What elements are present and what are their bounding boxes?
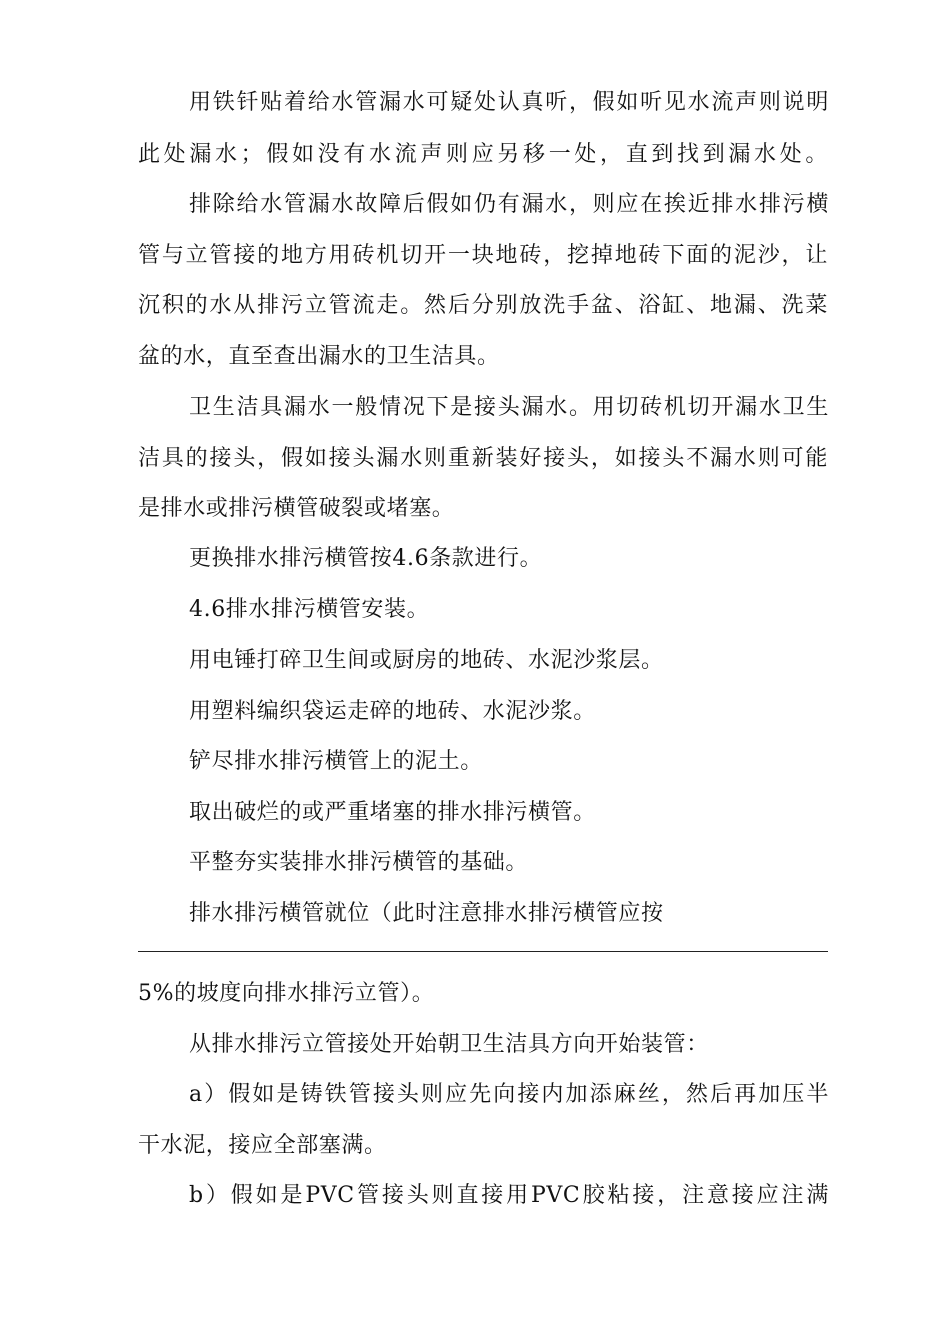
paragraph-3-line-1: 卫生洁具漏水一般情况下是接头漏水。用切砖机切开漏水卫生 (189, 395, 829, 420)
step-line-4: 取出破烂的或严重堵塞的排水排污横管。 (189, 800, 596, 825)
step-line-2: 用塑料编织袋运走碎的地砖、水泥沙浆。 (189, 699, 596, 724)
item-b-line-1: b）假如是PVC管接头则直接用PVC胶粘接，注意接应注满 (189, 1183, 829, 1208)
paragraph-3-line-3: 是排水或排污横管破裂或堵塞。 (138, 496, 455, 521)
paragraph-4: 更换排水排污横管按4.6条款进行。 (189, 546, 543, 571)
step-line-1: 用电锤打碎卫生间或厨房的地砖、水泥沙浆层。 (189, 648, 664, 673)
continued-line-1: 5%的坡度向排水排污立管）。 (138, 981, 435, 1006)
section-heading-4-6: 4.6排水排污横管安装。 (189, 597, 430, 622)
paragraph-2-line-1: 排除给水管漏水故障后假如仍有漏水，则应在挨近排水排污横 (189, 192, 829, 217)
paragraph-3-line-2: 洁具的接头，假如接头漏水则重新装好接头，如接头不漏水则可能 (138, 446, 828, 471)
step-line-6: 排水排污横管就位（此时注意排水排污横管应按 (189, 901, 664, 926)
step-line-5: 平整夯实装排水排污横管的基础。 (189, 850, 529, 875)
paragraph-2-line-2: 管与立管接的地方用砖机切开一块地砖，挖掉地砖下面的泥沙，让 (138, 243, 828, 268)
item-a-line-1: a）假如是铸铁管接头则应先向接内加添麻丝，然后再加压半 (189, 1082, 829, 1107)
continued-line-2: 从排水排污立管接处开始朝卫生洁具方向开始装管： (189, 1032, 709, 1057)
paragraph-1-line-1: 用铁钎贴着给水管漏水可疑处认真听，假如听见水流声则说明 (189, 90, 829, 115)
item-a-line-2: 干水泥，接应全部塞满。 (138, 1133, 387, 1158)
paragraph-1-line-2: 此处漏水；假如没有水流声则应另移一处，直到找到漏水处。 (138, 142, 828, 167)
horizontal-rule (138, 951, 828, 952)
paragraph-2-line-3: 沉积的水从排污立管流走。然后分别放洗手盆、浴缸、地漏、洗菜 (138, 293, 828, 318)
paragraph-2-line-4: 盆的水，直至查出漏水的卫生洁具。 (138, 344, 500, 369)
step-line-3: 铲尽排水排污横管上的泥土。 (189, 749, 483, 774)
